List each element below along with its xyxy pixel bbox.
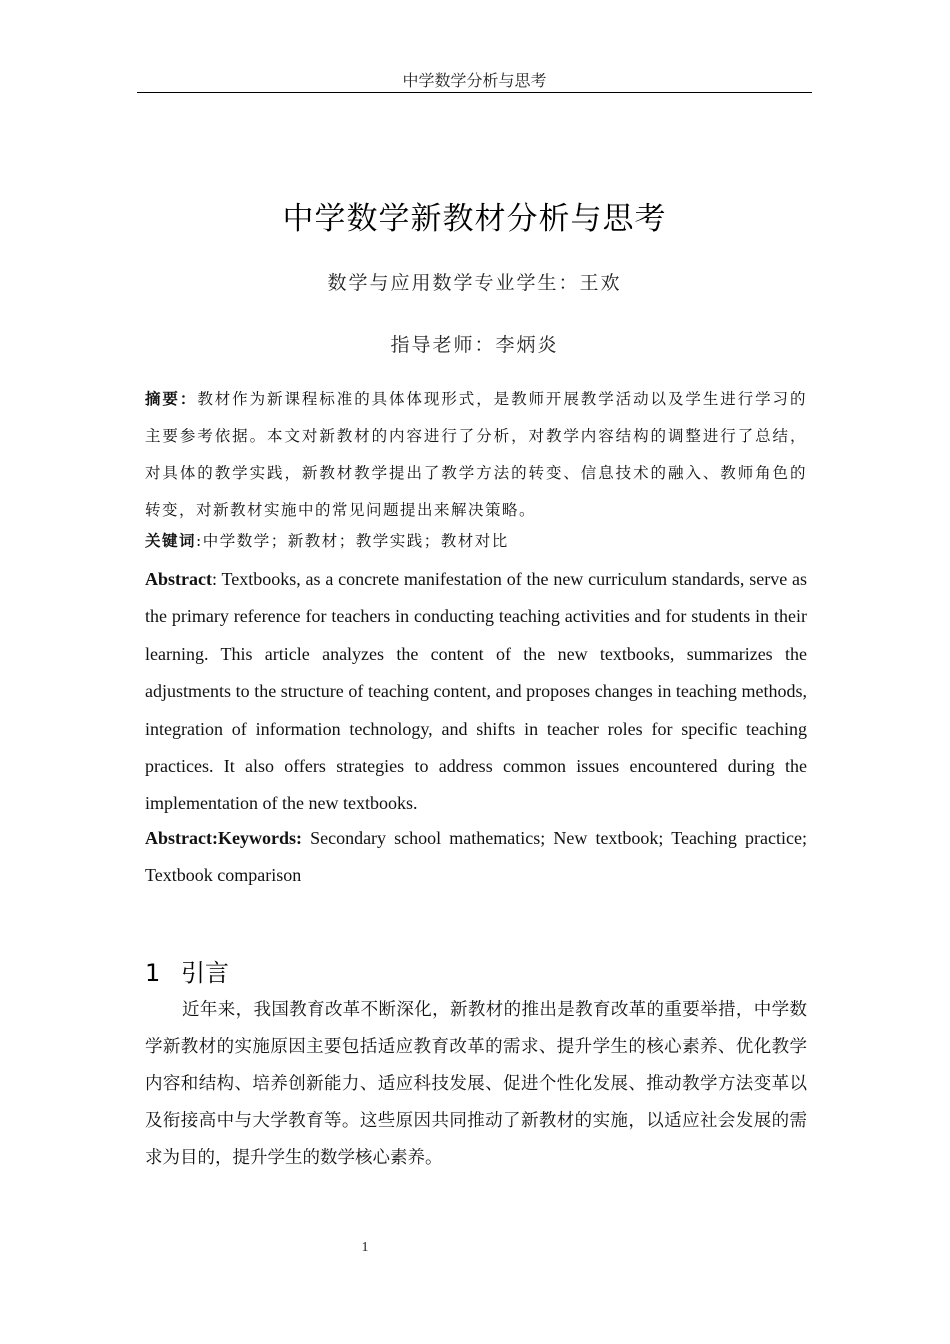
english-abstract	[145, 561, 807, 823]
body-paragraph: 近年来，我国教育改革不断深化，新教材的推出是教育改革的重要举措，中学数学新教材的实施原因主要包括适应教育改革的需求、提升学生的核心素养、优化教学内容和结构、培养创新能力、适应科技发展、促进个性化发展、推动教学方法变革以及衔接高中与大学教育等。这些原因共同推动了新教材的实施，以适应社会发展的需求为目的，提升学生的数学核心素养。	[145, 1000, 807, 1168]
chinese-keywords	[145, 524, 807, 558]
chinese-abstract-label: 摘要	[145, 389, 180, 408]
english-keywords-text: Secondary school mathematics; New textbook; Teaching practice; Textbook comparison	[145, 828, 807, 886]
chinese-keywords-separator: :	[196, 532, 203, 550]
chinese-abstract-text: 教材作为新课程标准的具体体现形式，是教师开展教学活动以及学生进行学习的主要参考依据。本文对新教材的内容进行了分析，对教学内容结构的调整进行了总结，对具体的教学实践，新教材教学提出了教学方法的转变、信息技术的融入、教师角色的转变，对新教材实施中的常见问题提出来解决策略。	[145, 390, 807, 519]
author-line: 数学与应用数学专业学生：王欢	[327, 272, 622, 294]
english-abstract-label: Abstract	[145, 569, 212, 589]
chinese-keywords-label: 关键词	[145, 531, 197, 550]
english-keywords	[145, 820, 807, 895]
running-header: 中学数学分析与思考	[137, 70, 812, 93]
page-number: 1	[361, 1240, 369, 1255]
chinese-keywords-text: 中学数学；新教材；教学实践；教材对比	[202, 532, 509, 550]
chinese-abstract	[145, 380, 807, 529]
chinese-abstract-separator: ：	[179, 389, 198, 408]
section-heading	[145, 953, 445, 988]
paper-title: 中学数学新教材分析与思考	[282, 201, 667, 237]
section-number: 1	[145, 959, 161, 987]
advisor-line: 指导老师：李炳炎	[390, 334, 559, 356]
section-title: 引言	[181, 959, 229, 987]
english-keywords-label: Abstract:Keywords:	[145, 828, 302, 848]
english-abstract-text: : Textbooks, as a concrete manifestation of the new curriculum standards, serve as the primary reference for teachers in conducting teaching activities and for students in their learning. This article analyzes the content of the new textbooks, summarizes the adjustments to the structure of teaching content, and proposes changes in teaching methods, integration of information technology, and shifts in teacher roles for specific teaching practices. It also offers strategies to address common issues encountered during the implementation of the new textbooks.	[145, 569, 807, 814]
